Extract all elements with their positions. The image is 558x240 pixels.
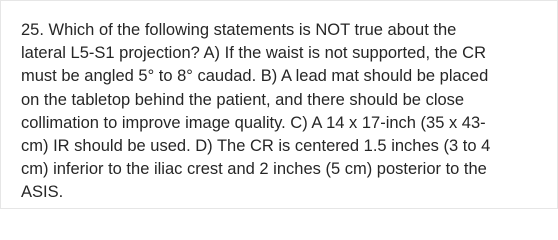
question-line: on the tabletop behind the patient, and there should be close [21,90,465,109]
question-line: cm) IR should be used. D) The CR is centered 1.5 inches (3 to 4 [21,137,491,156]
question-text [21,19,543,205]
question-line: cm) inferior to the iliac crest and 2 inches (5 cm) posterior to the [21,160,487,179]
question-line: ASIS. [21,183,64,202]
question-line: collimation to improve image quality. C) A 14 x 17-inch (35 x 43- [21,113,486,132]
question-line: 25. Which of the following statements is NOT true about the [21,21,457,39]
question-line: must be angled 5° to 8° caudad. B) A lead mat should be placed [21,67,489,86]
question-line: lateral L5-S1 projection? A) If the waist is not supported, the CR [21,44,486,63]
